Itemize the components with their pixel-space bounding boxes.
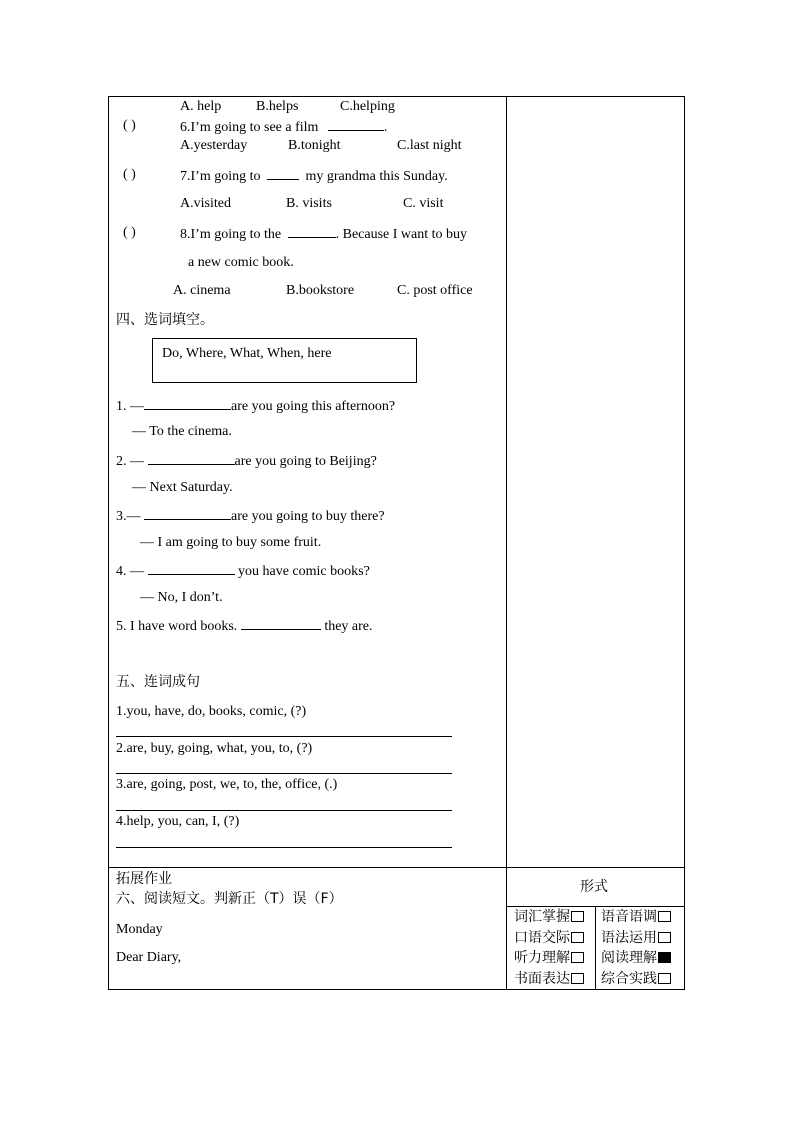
s5-item-2: 2.are, buy, going, what, you, to, (?) <box>116 741 313 756</box>
form-option-pronunciation[interactable]: 语音语调 <box>601 909 671 925</box>
q8-option-a: A. cinema <box>173 283 231 298</box>
q7-option-c: C. visit <box>403 196 444 211</box>
form-option-reading[interactable]: 阅读理解 <box>601 950 671 966</box>
q8-answer-paren[interactable]: ( ) <box>123 225 136 240</box>
s4-q5-blank[interactable] <box>241 617 321 630</box>
q7-option-b: B. visits <box>286 196 332 211</box>
q6-option-a: A.yesterday <box>180 138 248 153</box>
s4-q2-blank[interactable] <box>148 452 235 465</box>
diary-day: Monday <box>116 922 163 937</box>
s5-answer-line-4[interactable] <box>116 847 452 848</box>
q5-option-b: B.helps <box>256 99 299 114</box>
table-top-border <box>108 96 685 97</box>
q8-option-c: C. post office <box>397 283 473 298</box>
table-left-border <box>108 96 109 990</box>
s4-q1: 1. — are you going this afternoon? <box>116 399 396 414</box>
form-option-practice[interactable]: 综合实践 <box>601 971 671 987</box>
s4-q2: 2. — are you going to Beijing? <box>116 454 377 469</box>
form-header: 形式 <box>580 879 608 895</box>
q6-option-b: B.tonight <box>288 138 341 153</box>
q7-answer-paren[interactable]: ( ) <box>123 167 136 182</box>
table-row-divider <box>108 867 685 868</box>
s4-q4: 4. — you have comic books? <box>116 564 370 579</box>
table-bottom-border <box>108 989 685 990</box>
s4-q5: 5. I have word books. they are. <box>116 619 373 634</box>
s4-q3-blank[interactable] <box>144 507 231 520</box>
checkbox-icon[interactable] <box>658 932 671 943</box>
section4-title: 四、选词填空。 <box>116 312 214 328</box>
s5-item-4: 4.help, you, can, I, (?) <box>116 814 240 829</box>
form-option-listening[interactable]: 听力理解 <box>514 950 584 966</box>
checkbox-icon[interactable] <box>571 932 584 943</box>
s5-answer-line-1[interactable] <box>116 736 452 737</box>
s4-a3: — I am going to buy some fruit. <box>140 535 322 550</box>
checked-checkbox-icon[interactable] <box>658 952 671 963</box>
s4-a1: — To the cinema. <box>132 424 232 439</box>
checkbox-icon[interactable] <box>571 973 584 984</box>
table-right-border <box>684 96 685 990</box>
checkbox-icon[interactable] <box>571 952 584 963</box>
q6-option-c: C.last night <box>397 138 462 153</box>
s5-answer-line-3[interactable] <box>116 810 452 811</box>
q8-option-b: B.bookstore <box>286 283 355 298</box>
q5-option-a: A. help <box>180 99 222 114</box>
q8-stem-line2: a new comic book. <box>188 255 294 270</box>
s4-a2: — Next Saturday. <box>132 480 233 495</box>
q7-stem: 7.I’m going to my grandma this Sunday. <box>180 169 448 184</box>
q8-blank[interactable] <box>288 225 336 238</box>
s4-q3: 3.— are you going to buy there? <box>116 509 385 524</box>
s4-q1-blank[interactable] <box>144 397 231 410</box>
q7-blank[interactable] <box>267 167 299 180</box>
checkbox-icon[interactable] <box>571 911 584 922</box>
q6-blank[interactable] <box>328 118 384 131</box>
s5-item-3: 3.are, going, post, we, to, the, office, (.) <box>116 777 338 792</box>
diary-greeting: Dear Diary, <box>116 950 182 965</box>
section5-title: 五、连词成句 <box>116 674 200 690</box>
section4-word-box-text: Do, Where, What, When, here <box>162 346 332 361</box>
extension-title: 拓展作业 <box>116 871 172 887</box>
s4-q4-blank[interactable] <box>148 562 235 575</box>
form-option-grammar[interactable]: 语法运用 <box>601 930 671 946</box>
q6-answer-paren[interactable]: ( ) <box>123 118 136 133</box>
s4-a4: — No, I don’t. <box>140 590 223 605</box>
q8-stem: 8.I’m going to the . Because I want to buy <box>180 227 468 242</box>
s5-item-1: 1.you, have, do, books, comic, (?) <box>116 704 307 719</box>
form-option-writing[interactable]: 书面表达 <box>514 971 584 987</box>
checkbox-icon[interactable] <box>658 911 671 922</box>
form-option-speaking[interactable]: 口语交际 <box>514 930 584 946</box>
checkbox-icon[interactable] <box>658 973 671 984</box>
q5-option-c: C.helping <box>340 99 395 114</box>
q7-option-a: A.visited <box>180 196 231 211</box>
form-column-divider <box>595 906 596 990</box>
form-option-vocabulary[interactable]: 词汇掌握 <box>514 909 584 925</box>
extension-instruction: 六、阅读短文。判新正（T）误（F） <box>116 891 343 907</box>
table-column-divider <box>506 96 507 990</box>
s5-answer-line-2[interactable] <box>116 773 452 774</box>
q6-stem: 6.I’m going to see a film . <box>180 120 388 135</box>
